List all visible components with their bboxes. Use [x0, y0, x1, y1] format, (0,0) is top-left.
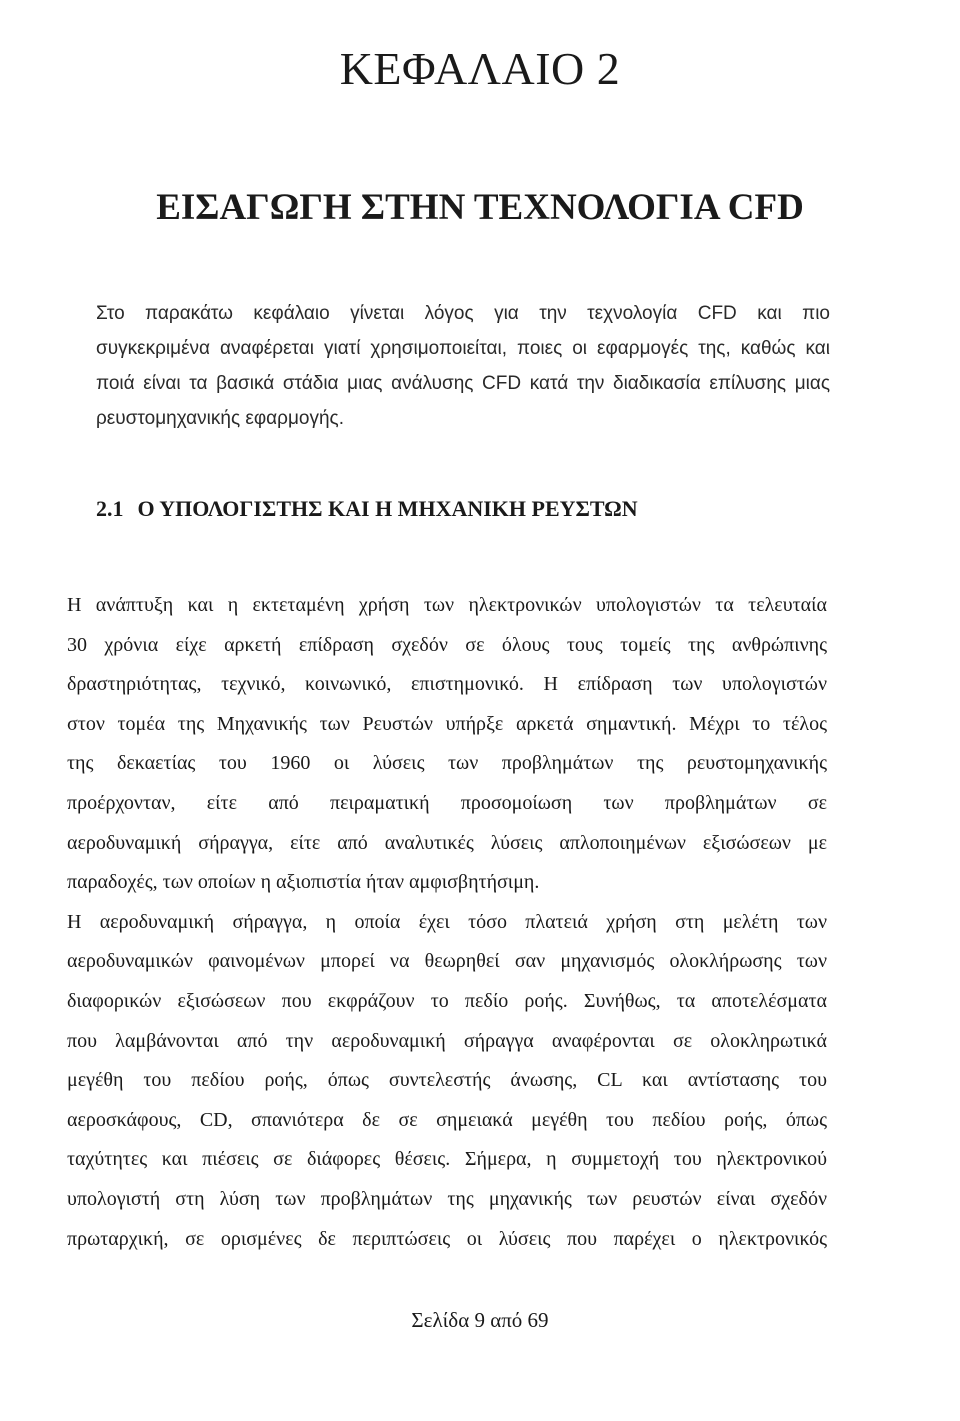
intro-line: ποιά είναι τα βασικά στάδια μιας ανάλυσης CFD κατά την διαδικασία επίλυσης μιας	[96, 373, 830, 394]
chapter-subtitle: ΕΙΣΑΓΩΓΗ ΣΤΗΝ ΤΕΧΝΟΛΟΓΙΑ CFD	[156, 187, 804, 228]
body-line: στον τομέα της Μηχανικής των Ρευστών υπήρξε αρκετά σημαντική. Μέχρι το τέλος	[67, 712, 827, 735]
intro-paragraph	[96, 296, 830, 436]
body-line: πρωταρχική, σε ορισμένες δε περιπτώσεις οι λύσεις που παρέχει ο ηλεκτρονικός	[67, 1227, 827, 1250]
body-line: Η ανάπτυξη και η εκτεταμένη χρήση των ηλεκτρονικών υπολογιστών τα τελευταία	[67, 594, 827, 616]
body-line: που λαμβάνονται από την αεροδυναμική σήραγγα αναφέρονται σε ολοκληρωτικά	[67, 1029, 827, 1052]
body-line: αεροσκάφους, CD, σπανιότερα δε σε σημειακά μεγέθη του πεδίου ροής, όπως	[67, 1108, 827, 1131]
body-line: υπολογιστή στη λύση των προβλημάτων της μηχανικής των ρευστών είναι σχεδόν	[67, 1187, 827, 1210]
body-line: δραστηριότητας, τεχνικό, κοινωνικό, επιστημονικό. Η επίδραση των υπολογιστών	[67, 673, 827, 696]
section-title: Ο ΥΠΟΛΟΓΙΣΤΗΣ ΚΑΙ Η ΜΗΧΑΝΙΚΗ ΡΕΥΣΤΩΝ	[137, 496, 638, 521]
page-number-footer: Σελίδα 9 από 69	[411, 1308, 549, 1332]
body-line: μεγέθη του πεδίου ροής, όπως συντελεστής άνωσης, CL και αντίστασης του	[67, 1069, 827, 1092]
body-text	[67, 586, 827, 1259]
intro-line: Στο παρακάτω κεφάλαιο γίνεται λόγος για την τεχνολογία CFD και πιο	[96, 303, 830, 324]
chapter-title: ΚΕΦΑΛΑΙΟ 2	[339, 43, 621, 94]
body-line: αεροδυναμικών φαινομένων μπορεί να θεωρηθεί σαν μηχανισμός ολοκλήρωσης των	[67, 950, 827, 973]
section-number: 2.1	[96, 496, 124, 521]
intro-line: ρευστομηχανικής εφαρμογής.	[96, 408, 344, 429]
body-line: Η αεροδυναμική σήραγγα, η οποία έχει τόσο πλατειά χρήση στη μελέτη των	[67, 910, 827, 933]
body-line: 30 χρόνια είχε αρκετή επίδραση σχεδόν σε όλους τους τομείς της ανθρώπινης	[67, 633, 827, 656]
body-line: ταχύτητες και πιέσεις σε διάφορες θέσεις. Σήμερα, η συμμετοχή του ηλεκτρονικού	[67, 1148, 827, 1171]
body-line: παραδοχές, των οποίων η αξιοπιστία ήταν αμφισβητήσιμη.	[67, 871, 540, 894]
body-line: της δεκαετίας του 1960 οι λύσεις των προβλημάτων της ρευστομηχανικής	[67, 752, 827, 775]
body-line: αεροδυναμική σήραγγα, είτε από αναλυτικές λύσεις απλοποιημένων εξισώσεων με	[67, 831, 827, 854]
section-heading	[96, 496, 638, 522]
body-line: προέρχονταν, είτε από πειραματική προσομοίωση των προβλημάτων σε	[67, 791, 827, 814]
intro-line: συγκεκριμένα αναφέρεται γιατί χρησιμοποιείται, ποιες οι εφαρμογές της, καθώς και	[96, 338, 830, 359]
body-line: διαφορικών εξισώσεων που εκφράζουν το πεδίο ροής. Συνήθως, τα αποτελέσματα	[67, 989, 827, 1012]
